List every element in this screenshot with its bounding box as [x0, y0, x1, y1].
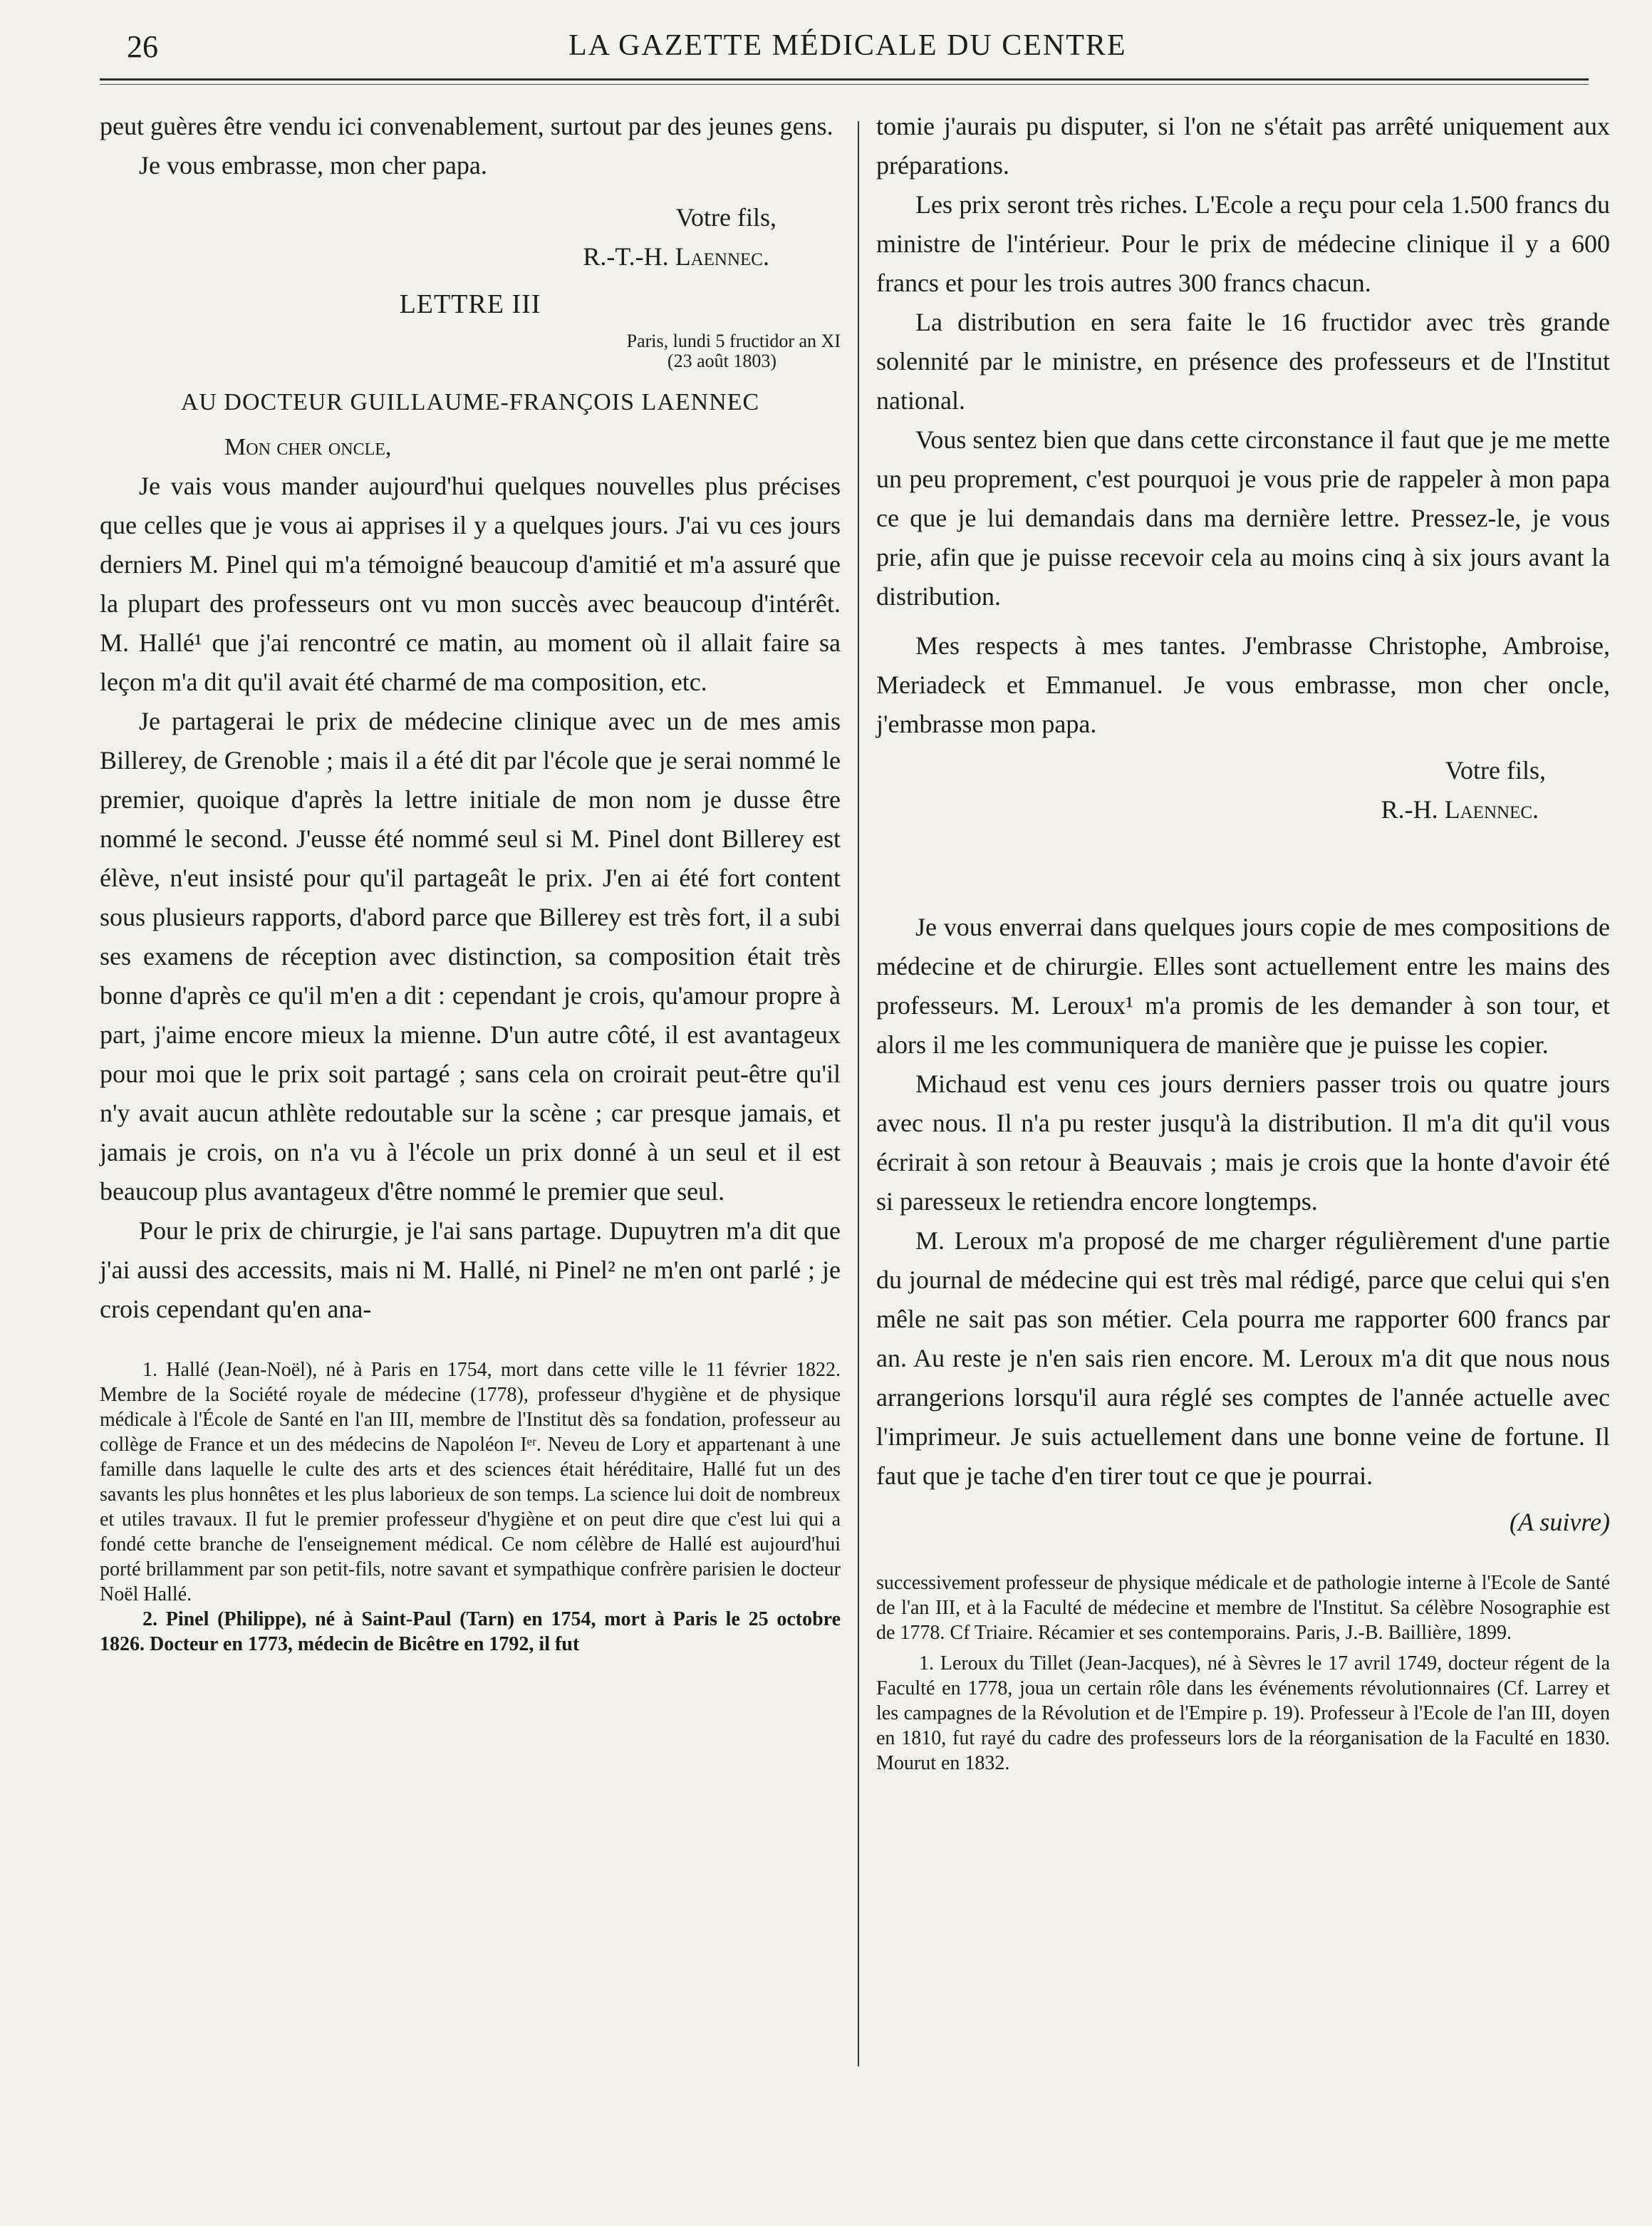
- page-number: 26: [127, 29, 158, 64]
- footnotes: [876, 1570, 1610, 1776]
- signature-closing: Votre fils,: [1445, 756, 1546, 785]
- paragraph-continuation: tomie j'aurais pu disputer, si l'on ne s'était pas arrêté uniquement aux préparations.: [876, 112, 1610, 180]
- paragraph-continuation: peut guères être vendu ici convenablement, surtout par des jeunes gens.: [100, 112, 833, 140]
- signature-closing: Votre fils,: [675, 203, 776, 232]
- footnotes: [100, 1357, 841, 1657]
- signature-name: R.-T.-H. Laennec.: [583, 242, 769, 271]
- paragraph: La distribution en sera faite le 16 fructidor avec très grande solennité par le ministre, en présence des professeurs et de l'Institut national.: [876, 308, 1610, 415]
- footnote: 1. Hallé (Jean-Noël), né à Paris en 1754, mort dans cette ville le 11 février 1822. Membre de la Société royale de médecine (1778), professeur d'hygiène et de physique médicale à l'École de Santé en l'an III, membre de l'Institut dès sa fondation, professeur au collège de France et un des médecins de Napoléon Iᵉʳ. Neveu de Lory et appartenant à une famille dans laquelle le culte des arts et des sciences était héréditaire, Hallé fut un des savants les plus honnêtes et les plus laborieux de son temps. La science lui doit de nombreux et utiles travaux. Il fut le premier professeur d'hygiène et on peut dire que c'est lui qui a fondé cette branche de l'enseignement médical. Ce nom célèbre de Hallé est aujourd'hui porté brillamment par son petit-fils, notre savant et sympathique confrère parisien le docteur Noël Hallé.: [100, 1359, 841, 1605]
- paragraph: Michaud est venu ces jours derniers passer trois ou quatre jours avec nous. Il n'a pu rester jusqu'à la distribution. Il m'a dit qu'il vous écrirait à son retour à Beauvais ; mais je crois que la honte d'avoir été si paresseux le retiendra encore longtemps.: [876, 1070, 1610, 1216]
- paragraph: Les prix seront très riches. L'Ecole a reçu pour cela 1.500 francs du ministre de l'intérieur. Pour le prix de médecine clinique il y a 600 francs et pour les trois autres 300 francs chacun.: [876, 190, 1610, 297]
- running-title: LA GAZETTE MÉDICALE DU CENTRE: [568, 29, 1127, 62]
- column-divider: [858, 121, 859, 2066]
- left-column: [100, 107, 841, 1657]
- header-rule-thin: [100, 84, 1589, 85]
- to-be-continued: (A suivre): [1510, 1508, 1610, 1536]
- paragraph: Pour le prix de chirurgie, je l'ai sans partage. Dupuytren m'a dit que j'ai aussi des accessits, mais ni M. Hallé, ni Pinel² ne m'en ont parlé ; je crois cependant qu'en ana-: [100, 1216, 841, 1323]
- footnote: 2. Pinel (Philippe), né à Saint-Paul (Tarn) en 1754, mort à Paris le 25 octobre 1826. Docteur en 1773, médecin de Bicêtre en 1792, il fut: [100, 1608, 841, 1655]
- signature-name: R.-H. Laennec.: [1381, 795, 1539, 824]
- right-column: [876, 107, 1610, 1776]
- header-rule: [100, 78, 1589, 81]
- footnote: 1. Leroux du Tillet (Jean-Jacques), né à Sèvres le 17 avril 1749, docteur régent de la Faculté en 1778, joua un certain rôle dans les événements révolutionnaires (Cf. Larrey et les campagnes de la Révolution et de l'Empire p. 19). Professeur à l'Ecole de l'an III, doyen en 1810, fut rayé du cadre des professeurs lors de la réorganisation de la Faculté en 1830. Mourut en 1832.: [876, 1652, 1610, 1774]
- salutation: Mon cher oncle,: [224, 434, 392, 460]
- section-gap: [876, 829, 1610, 908]
- paragraph: Je vais vous mander aujourd'hui quelques nouvelles plus précises que celles que je vous ai apprises il y a quelques jours. J'ai vu ces jours derniers M. Pinel qui m'a témoigné beaucoup d'amitié et m'a assuré que la plupart des professeurs ont vu mon succès avec beaucoup d'intérêt. M. Hallé¹ que j'ai rencontré ce matin, au moment où il allait faire sa leçon m'a dit qu'il avait été charmé de ma composition, etc.: [100, 472, 841, 696]
- dateline: [100, 331, 841, 371]
- dateline-place: Paris, lundi 5 fructidor an XI: [626, 331, 841, 351]
- dateline-date: (23 août 1803): [667, 351, 776, 371]
- paragraph-closing: Je vous embrasse, mon cher papa.: [139, 151, 487, 180]
- paragraph: Je partagerai le prix de médecine clinique avec un de mes amis Billerey, de Grenoble ; mais il a été dit par l'école que je serai nommé le premier, quoique d'après la lettre initiale de mon nom je dusse être nommé le second. J'eusse été nommé seul si M. Pinel dont Billerey est élève, n'eut insisté pour qu'il partageât le prix. J'en ai été fort content sous plusieurs rapports, d'abord parce que Billerey est très fort, il a subi ses examens de réception avec distinction, sa composition était très bonne d'après ce qu'il m'en a dit : cependant je crois, qu'amour propre à part, j'aime encore mieux la mienne. D'un autre côté, il est avantageux pour moi que le prix soit partagé ; sans cela on croirait peut-être qu'il n'y avait aucun athlète redoutable sur la scène ; car presque jamais, et jamais je crois, on n'a vu à l'école un prix donné à un seul et il est beaucoup plus avantageux d'être nommé le premier que seul.: [100, 707, 841, 1206]
- paragraph: Mes respects à mes tantes. J'embrasse Christophe, Ambroise, Meriadeck et Emmanuel. Je vous embrasse, mon cher oncle, j'embrasse mon papa.: [876, 631, 1610, 738]
- paragraph: M. Leroux m'a proposé de me charger régulièrement d'une partie du journal de médecine qui est très mal rédigé, parce que celui qui s'en mêle ne sait pas son métier. Cela pourra me rapporter 600 francs par an. Au reste je n'en sais rien encore. M. Leroux m'a dit que nous nous arrangerions lorsqu'il aura réglé ses comptes de l'année actuelle avec l'imprimeur. Je suis actuellement dans une bonne veine de fortune. Il faut que je tache d'en tirer tout ce que je pourrai.: [876, 1226, 1610, 1490]
- footnote-continuation: successivement professeur de physique médicale et de pathologie interne à l'Ecole de Santé de l'an III, et à la Faculté de médecine et membre de l'Institut. Sa célèbre Nosographie est de 1778. Cf Triaire. Récamier et ses contemporains. Paris, J.-B. Baillière, 1899.: [876, 1572, 1610, 1644]
- paragraph: Je vous enverrai dans quelques jours copie de mes compositions de médecine et de chirurgie. Elles sont actuellement entre les mains des professeurs. M. Leroux¹ m'a promis de les demander à son tour, et alors il me les communiquera de manière que je puisse les copier.: [876, 913, 1610, 1059]
- paragraph: Vous sentez bien que dans cette circonstance il faut que je me mette un peu proprement, c'est pourquoi je vous prie de rappeler à mon papa ce que je lui demandais dans ma dernière lettre. Pressez-le, je vous prie, afin que je puisse recevoir cela au moins cinq à six jours avant la distribution.: [876, 425, 1610, 611]
- addressee: AU DOCTEUR GUILLAUME-FRANÇOIS LAENNEC: [180, 389, 760, 415]
- letter-title: LETTRE III: [399, 289, 541, 319]
